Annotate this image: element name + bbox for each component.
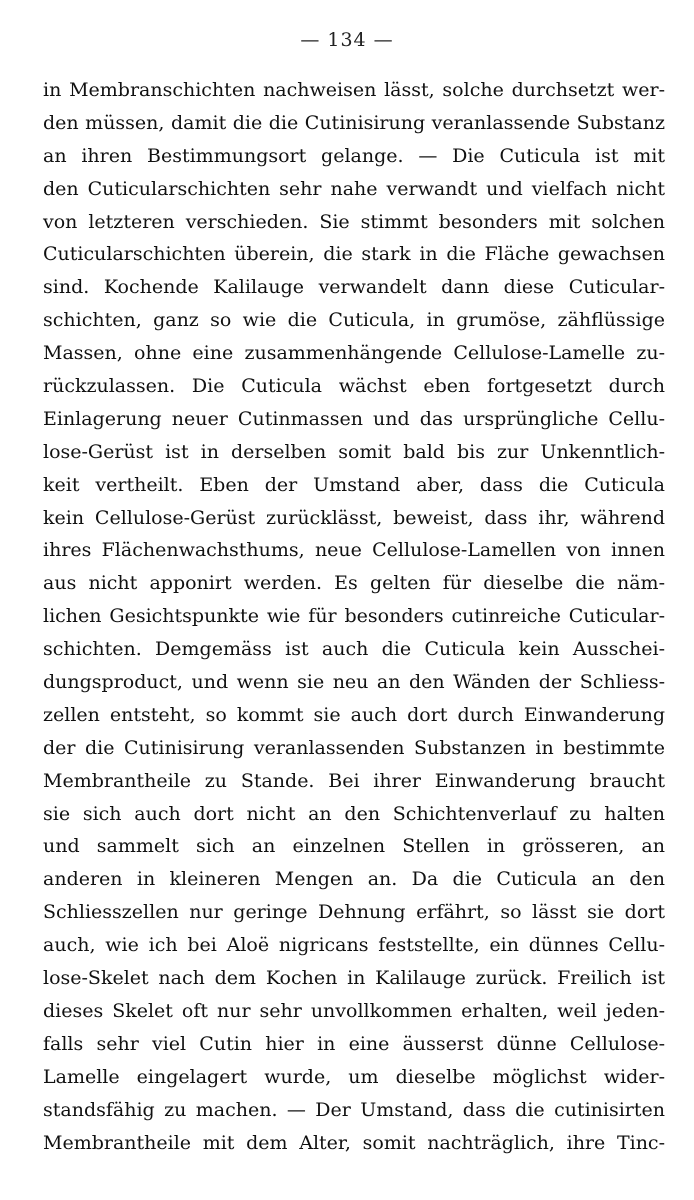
text-line: standsfähig zu machen. — Der Umstand, dass die cutinisirten bbox=[43, 1098, 665, 1121]
text-line: ihres Flächenwachsthums, neue Cellulose-Lamellen von innen bbox=[43, 539, 665, 562]
text-line: Lamelle eingelagert wurde, um dieselbe möglichst wider- bbox=[43, 1065, 665, 1088]
text-line: den müssen, damit die die Cutinisirung veranlassende Substanz bbox=[43, 111, 665, 134]
text-line: auch, wie ich bei Aloë nigricans feststellte, ein dünnes Cellu- bbox=[43, 934, 665, 957]
text-line: dungsproduct, und wenn sie neu an den Wänden der Schliess- bbox=[43, 671, 665, 694]
text-line: sind. Kochende Kalilauge verwandelt dann diese Cuticular- bbox=[43, 276, 665, 299]
text-line: den Cuticularschichten sehr nahe verwandt und vielfach nicht bbox=[43, 177, 665, 200]
text-line: Schliesszellen nur geringe Dehnung erfährt, so lässt sie dort bbox=[43, 901, 665, 924]
text-line: keit vertheilt. Eben der Umstand aber, dass die Cuticula bbox=[43, 473, 665, 496]
text-line: anderen in kleineren Mengen an. Da die Cuticula an den bbox=[43, 868, 665, 891]
text-line: Membrantheile mit dem Alter, somit nachträglich, ihre Tinc- bbox=[43, 1131, 665, 1154]
text-line: Membrantheile zu Stande. Bei ihrer Einwanderung braucht bbox=[43, 769, 665, 792]
text-line: schichten. Demgemäss ist auch die Cuticula kein Ausschei- bbox=[43, 638, 665, 661]
text-line: und sammelt sich an einzelnen Stellen in grösseren, an bbox=[43, 835, 665, 858]
text-line: lose-Skelet nach dem Kochen in Kalilauge zurück. Freilich ist bbox=[43, 967, 665, 990]
text-line: sie sich auch dort nicht an den Schichtenverlauf zu halten bbox=[43, 802, 665, 825]
text-line: aus nicht apponirt werden. Es gelten für dieselbe die näm- bbox=[43, 572, 665, 595]
text-line: an ihren Bestimmungsort gelange. — Die Cuticula ist mit bbox=[43, 144, 665, 167]
text-line: Einlagerung neuer Cutinmassen und das ursprüngliche Cellu- bbox=[43, 407, 665, 430]
text-line: lichen Gesichtspunkte wie für besonders cutinreiche Cuticular- bbox=[43, 605, 665, 628]
text-line: kein Cellulose-Gerüst zurücklässt, beweist, dass ihr, während bbox=[43, 506, 665, 529]
text-line: schichten, ganz so wie die Cuticula, in grumöse, zähflüssige bbox=[43, 309, 665, 332]
text-line: rückzulassen. Die Cuticula wächst eben fortgesetzt durch bbox=[43, 375, 665, 398]
text-line: der die Cutinisirung veranlassenden Substanzen in bestimmte bbox=[43, 736, 665, 759]
text-line: Cuticularschichten überein, die stark in die Fläche gewachsen bbox=[43, 243, 665, 266]
page-number: — 134 — bbox=[300, 29, 394, 51]
text-line: dieses Skelet oft nur sehr unvollkommen erhalten, weil jeden- bbox=[43, 999, 665, 1022]
text-line: in Membranschichten nachweisen lässt, solche durchsetzt wer- bbox=[43, 79, 665, 101]
text-line: von letzteren verschieden. Sie stimmt besonders mit solchen bbox=[43, 210, 665, 233]
body-text bbox=[43, 74, 665, 1159]
text-line: zellen entsteht, so kommt sie auch dort durch Einwanderung bbox=[43, 703, 665, 726]
text-line: falls sehr viel Cutin hier in eine äusserst dünne Cellulose- bbox=[43, 1032, 665, 1055]
text-line: Massen, ohne eine zusammenhängende Cellulose-Lamelle zu- bbox=[43, 342, 665, 365]
text-line: lose-Gerüst ist in derselben somit bald bis zur Unkenntlich- bbox=[43, 440, 665, 463]
